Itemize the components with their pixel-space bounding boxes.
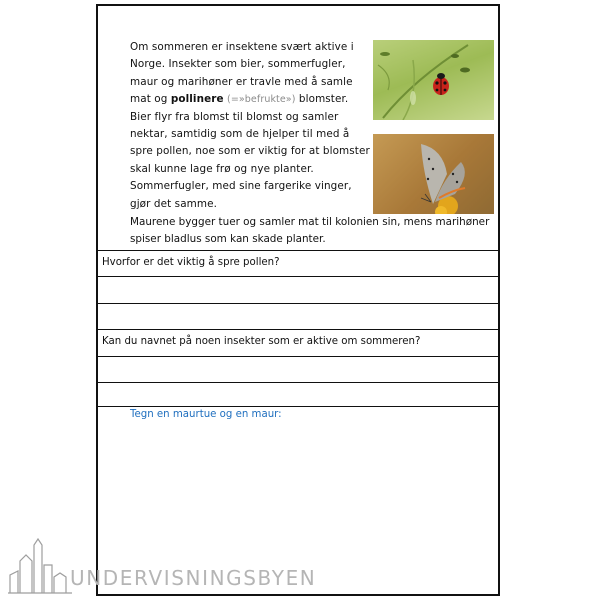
- answer-line[interactable]: [98, 303, 500, 304]
- answer-line[interactable]: [98, 276, 500, 277]
- keyword-gloss: (=»befrukte»): [227, 94, 296, 106]
- intro-text-part-b: blomster. Bier flyr fra blomst til blomst og samler nektar, samtidig som de hjelper til med å spre pollen, noe som er viktig for at blomster skal kunne lage frø og nye planter. Sommerfugler, med sine fargerike vinger, gjør det samme.: [130, 93, 370, 210]
- drawing-task-label: Tegn en maurtue og en maur:: [130, 409, 282, 420]
- question-2: Kan du navnet på noen insekter som er aktive om sommeren?: [102, 336, 421, 347]
- intro-text: [130, 39, 370, 213]
- intro-text-part-c: Maurene bygger tuer og samler mat til kolonien sin, mens marihøner spiser bladlus som kan skade planter.: [130, 216, 490, 246]
- answer-line[interactable]: [98, 356, 500, 357]
- keyword-pollinere: pollinere: [170, 93, 224, 106]
- city-skyline-logo-icon: [8, 535, 78, 595]
- rule-line: [98, 250, 500, 251]
- intro-tail: [130, 214, 500, 249]
- rule-line: [98, 329, 500, 330]
- intro-paragraph: [130, 39, 370, 213]
- intro-text-part-a: Om sommeren er insektene svært aktive i Norge. Insekter som bier, sommerfugler, maur og marihøner er travle med å samle mat og: [130, 41, 354, 106]
- brand-wordmark: UNDERVISNINGSBYEN: [70, 566, 317, 590]
- butterfly-photo: [373, 134, 494, 214]
- answer-line[interactable]: [98, 382, 500, 383]
- rule-line: [98, 406, 500, 407]
- question-1: Hvorfor er det viktig å spre pollen?: [102, 257, 280, 268]
- worksheet: [96, 4, 500, 596]
- ladybug-photo: [373, 40, 494, 120]
